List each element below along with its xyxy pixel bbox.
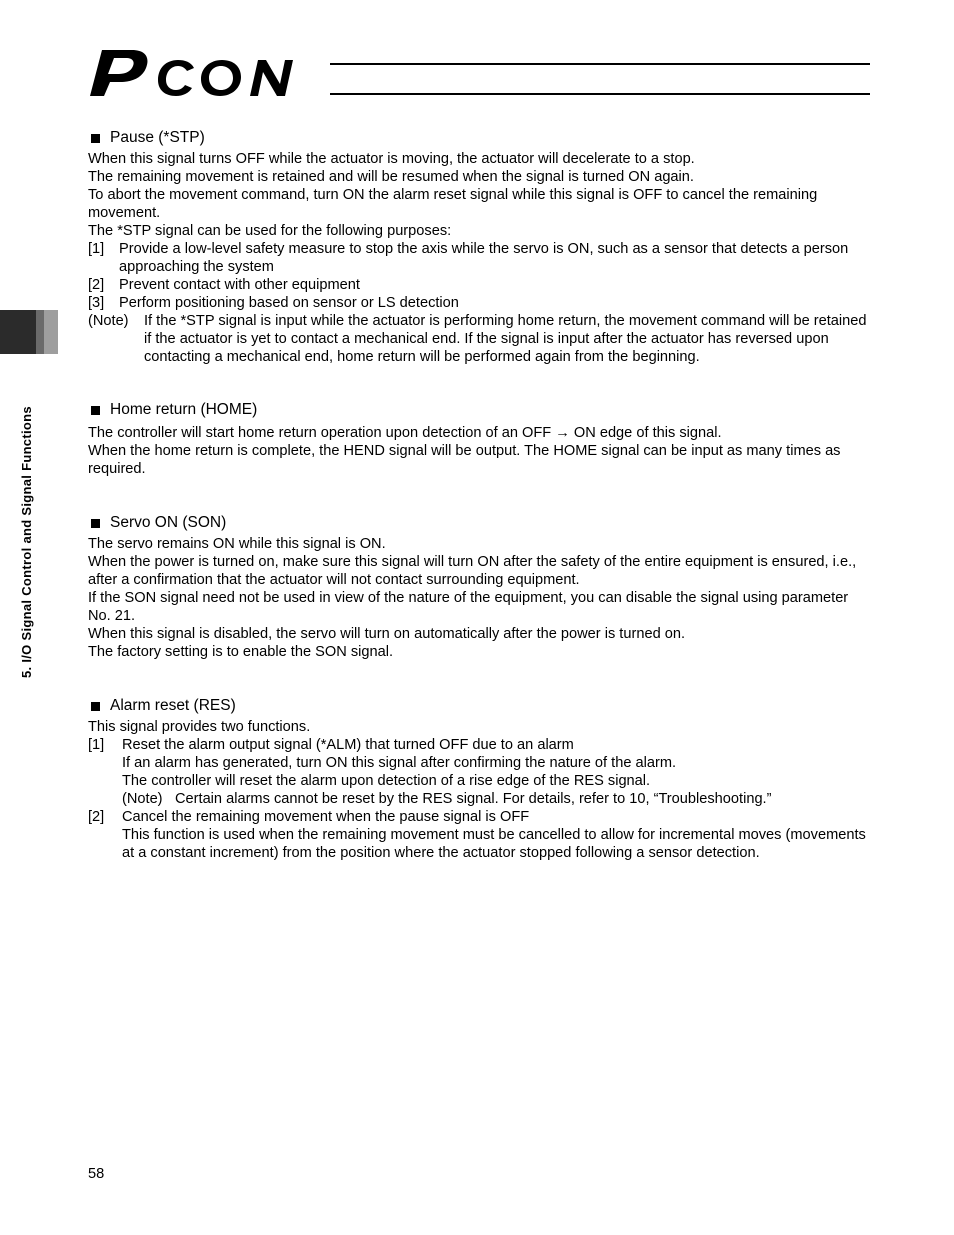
- paragraph: The *STP signal can be used for the following purposes:: [88, 223, 452, 239]
- section-pause: [88, 129, 868, 366]
- square-bullet-icon: [91, 702, 100, 711]
- square-bullet-icon: [91, 134, 100, 143]
- section-title: Pause (*STP): [110, 129, 205, 146]
- paragraph: When this signal turns OFF while the actuator is moving, the actuator will decelerate to a stop.: [88, 151, 695, 167]
- chapter-tab-dark: [0, 310, 36, 354]
- list-item: [88, 240, 868, 276]
- note-label: (Note): [88, 313, 129, 329]
- header-rule-bottom: [330, 93, 870, 95]
- section-title: Alarm reset (RES): [110, 697, 236, 714]
- list-text: If an alarm has generated, turn ON this signal after confirming the nature of the alarm.: [122, 755, 677, 771]
- note: [122, 790, 771, 808]
- paragraph: When the power is turned on, make sure this signal will turn ON after the safety of the entire equipment is ensured, i.e., after a confirmation that the actuator will not contact surrounding equipment.: [88, 554, 857, 588]
- note: [88, 312, 868, 366]
- page-number: 58: [88, 1166, 105, 1182]
- section-heading: [88, 697, 868, 715]
- pcon-logo-mark: [88, 44, 328, 100]
- list-item: [88, 276, 868, 294]
- square-bullet-icon: [91, 519, 100, 528]
- section-title: Home return (HOME): [110, 401, 258, 418]
- chapter-tab-light: [44, 310, 58, 354]
- note-text: If the *STP signal is input while the actuator is performing home return, the movement command will be retained if the actuator is yet to contact a mechanical end. If the signal is input after the actuator has reversed upon contacting a mechanical end, home return will be performed again from the beginning.: [144, 313, 867, 365]
- header-rule-top: [330, 63, 870, 65]
- chapter-tab-marker: [0, 310, 58, 354]
- list-number: [1]: [88, 241, 105, 257]
- section-heading: [88, 129, 868, 147]
- paragraph: To abort the movement command, turn ON the alarm reset signal while this signal is OFF to cancel the remaining movement.: [88, 187, 818, 221]
- section-home-return: [88, 401, 868, 478]
- list-text: Cancel the remaining movement when the pause signal is OFF: [122, 809, 530, 825]
- chapter-tab-mid: [36, 310, 44, 354]
- list-body: [122, 808, 868, 862]
- note-label: (Note): [122, 791, 163, 807]
- paragraph: This signal provides two functions.: [88, 719, 311, 735]
- list-text: Perform positioning based on sensor or LS detection: [119, 295, 459, 311]
- list-item: [88, 294, 868, 312]
- chapter-side-label: 5. I/O Signal Control and Signal Functions: [19, 406, 34, 678]
- pcon-logo: [88, 44, 328, 100]
- list-text: Provide a low-level safety measure to stop the axis while the servo is ON, such as a sensor that detects a person approaching the system: [119, 241, 849, 275]
- paragraph: If the SON signal need not be used in view of the nature of the equipment, you can disable the signal using parameter No. 21.: [88, 590, 849, 624]
- paragraph: When the home return is complete, the HEND signal will be output. The HOME signal can be input as many times as required.: [88, 443, 841, 477]
- paragraph: The factory setting is to enable the SON signal.: [88, 644, 394, 660]
- list-text: Reset the alarm output signal (*ALM) that turned OFF due to an alarm: [122, 737, 574, 753]
- list-number: [2]: [88, 809, 105, 825]
- section-alarm-reset: [88, 697, 868, 862]
- square-bullet-icon: [91, 406, 100, 415]
- list-number: [2]: [88, 277, 105, 293]
- list-text: This function is used when the remaining movement must be cancelled to allow for incremental moves (movements at a constant increment) from the position where the actuator stopped following a sensor detection.: [122, 827, 866, 861]
- section-servo-on: [88, 514, 868, 661]
- list-body: [122, 736, 771, 808]
- list-text: Prevent contact with other equipment: [119, 277, 360, 293]
- section-heading: [88, 401, 868, 419]
- paragraph: The controller will start home return operation upon detection of an OFF → ON edge of this signal.: [88, 425, 722, 441]
- list-number: [1]: [88, 737, 105, 753]
- paragraph: When this signal is disabled, the servo will turn on automatically after the power is turned on.: [88, 626, 686, 642]
- list-item: [88, 736, 868, 808]
- note-text: Certain alarms cannot be reset by the RES signal. For details, refer to 10, “Troubleshooting.”: [175, 791, 772, 807]
- list-text: The controller will reset the alarm upon detection of a rise edge of the RES signal.: [122, 773, 651, 789]
- list-number: [3]: [88, 295, 105, 311]
- paragraph: The servo remains ON while this signal is ON.: [88, 536, 386, 552]
- paragraph: The remaining movement is retained and will be resumed when the signal is turned ON again.: [88, 169, 694, 185]
- section-heading: [88, 514, 868, 532]
- section-title: Servo ON (SON): [110, 514, 227, 531]
- list-item: [88, 808, 868, 862]
